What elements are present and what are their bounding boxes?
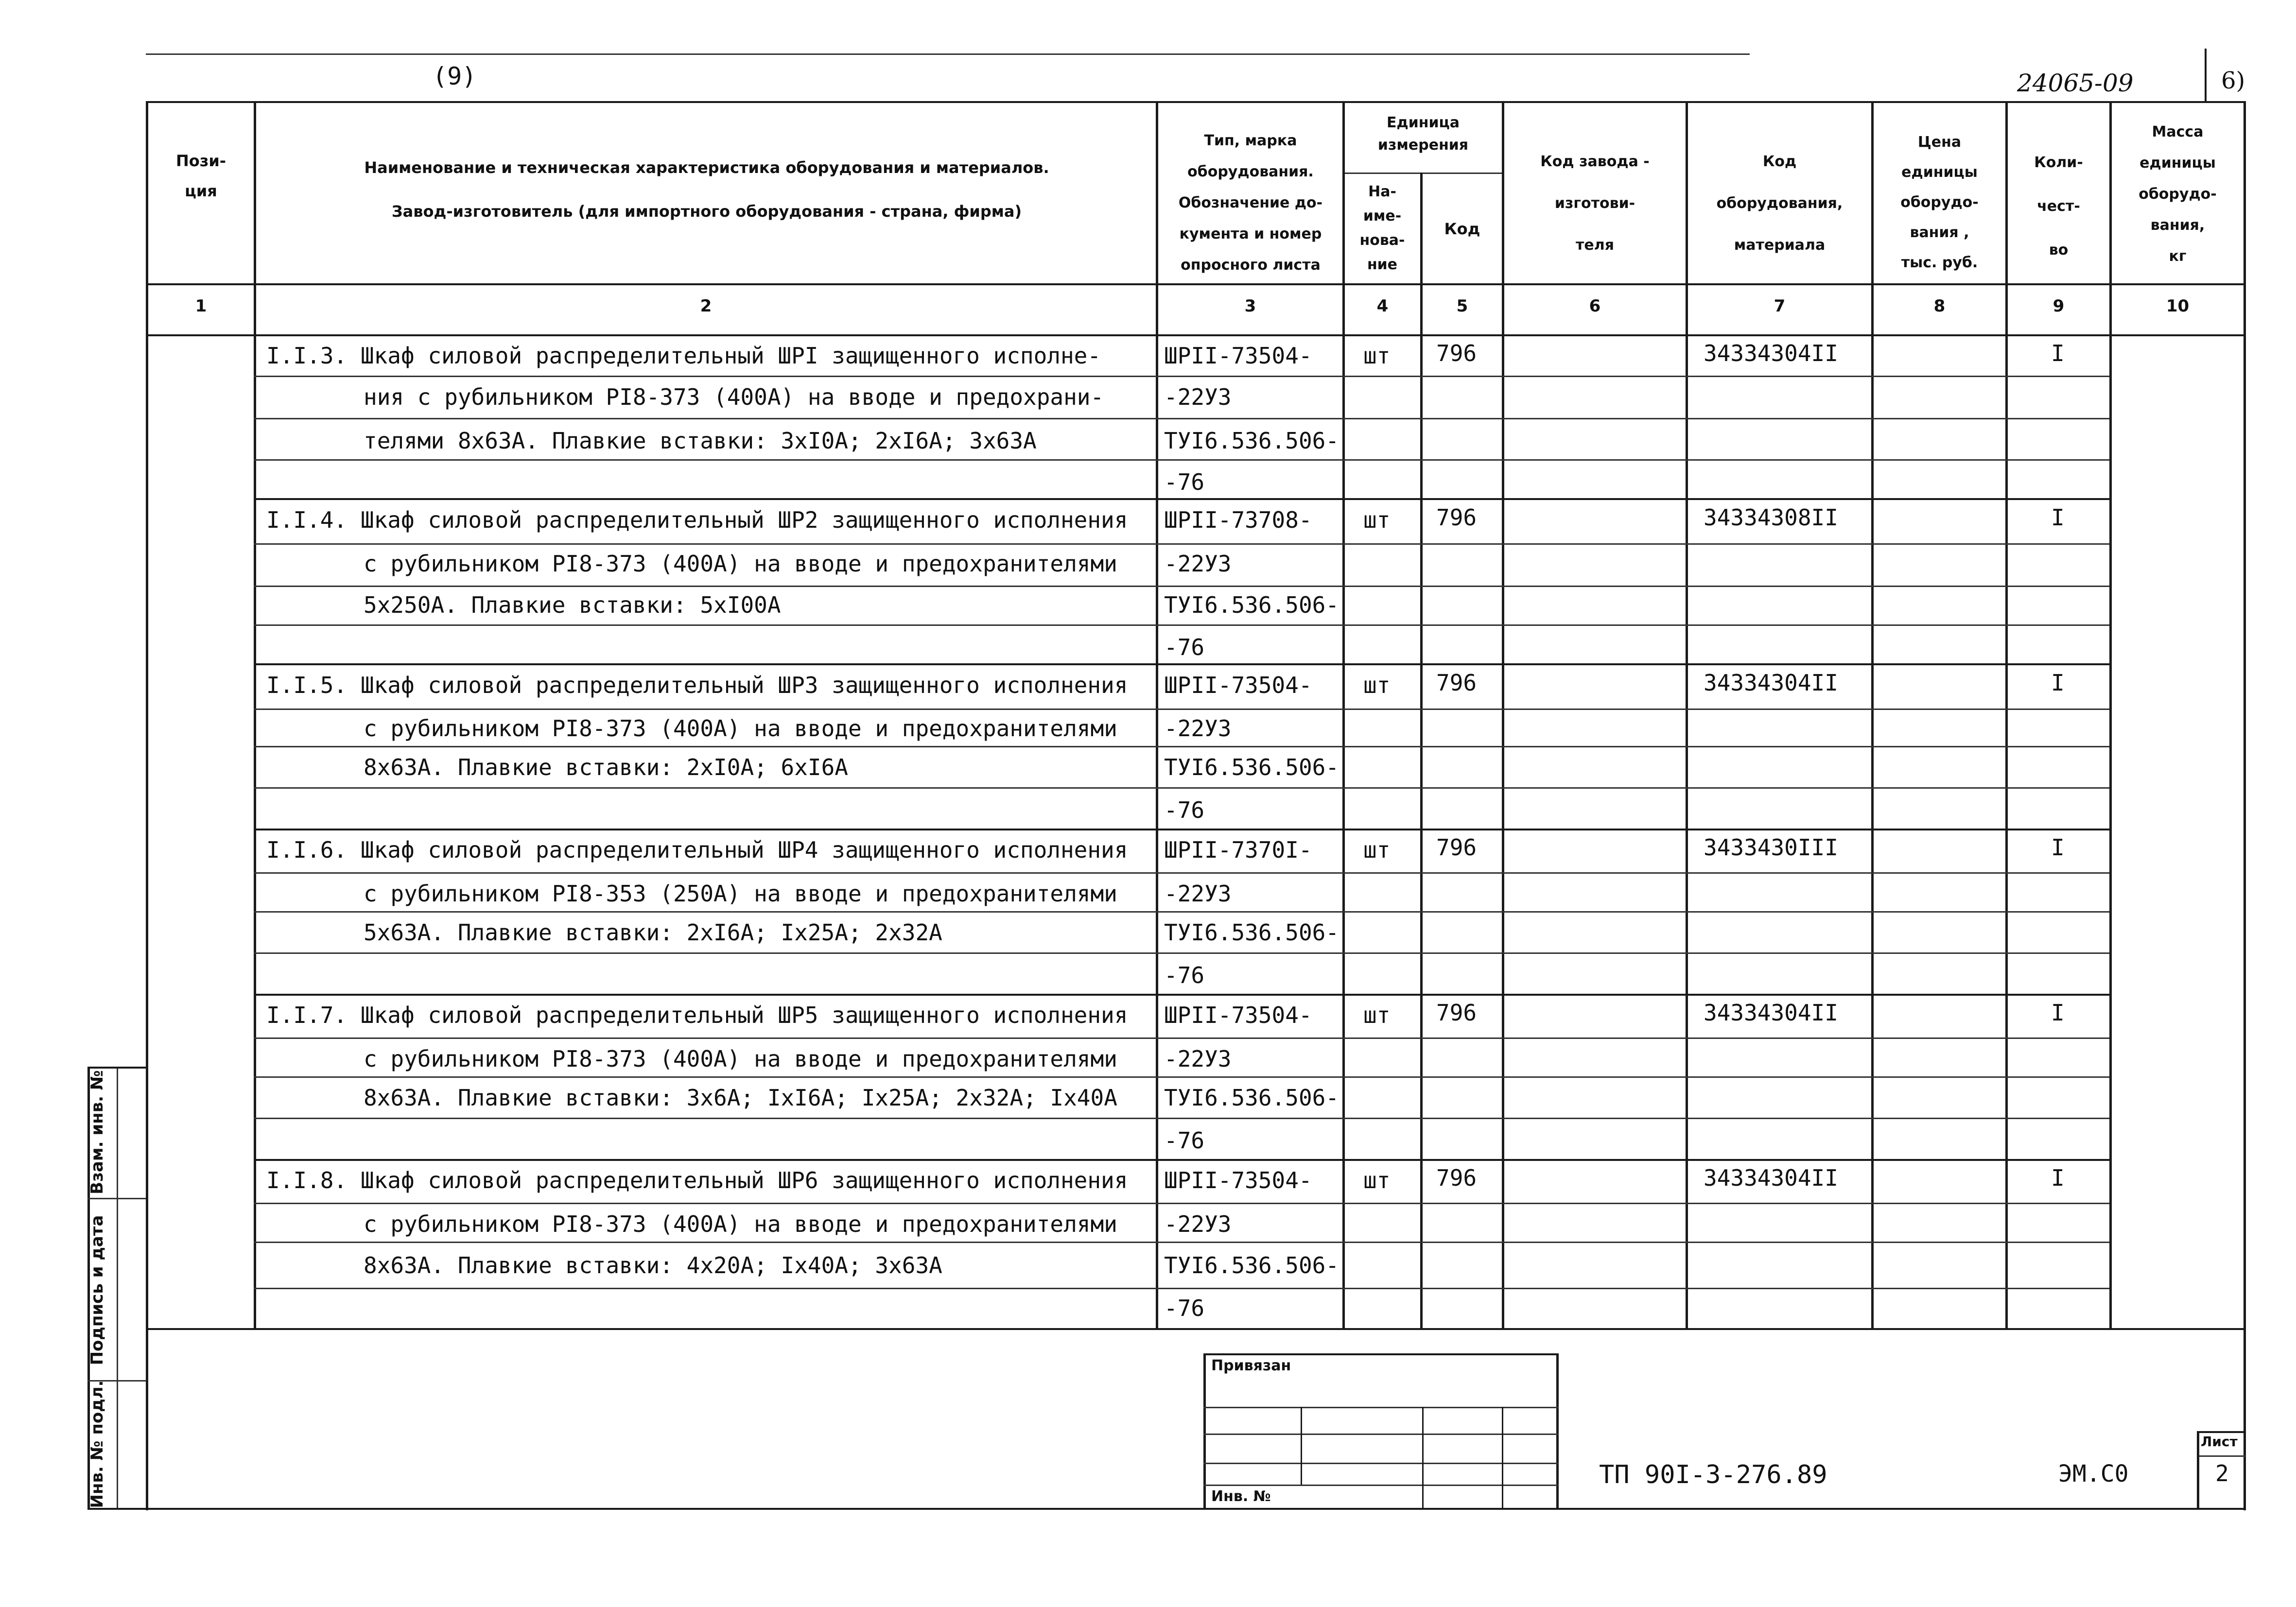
item-type-line: -76 [1164,962,1205,988]
item-type-line: ШРII-73504- [1164,1167,1312,1193]
item-qty: I [2051,834,2065,861]
sheet-value: 2 [2215,1460,2229,1486]
item-qty: I [2051,1000,2065,1026]
item-qty: I [2051,340,2065,366]
item-description-line: I.I.5. Шкаф силовой распределительный ШР3 защищенного исполнения [266,672,1128,698]
item-type-line: ТУI6.536.506- [1164,754,1339,780]
item-description-line: I.I.7. Шкаф силовой распределительный ШР5 защищенного исполнения [266,1002,1128,1028]
item-description-line: с рубильником PI8-373 (400А) на вводе и предохранителями [364,1211,1117,1237]
item-description-line: телями 8х63А. Плавкие вставки: 3хI0А; 2хI6А; 3х63А [364,428,1037,454]
col-number-10: 10 [2166,296,2190,316]
bottom-frame-line [146,1508,2245,1510]
item-equipment-code: 3433430III [1704,834,1838,861]
item-description-line: с рубильником PI8-353 (250А) на вводе и предохранителями [364,881,1117,907]
item-type-line: -22У3 [1164,881,1232,907]
item-equipment-code: 34334304II [1704,1000,1838,1026]
item-type-line: ТУI6.536.506- [1164,1252,1339,1279]
col-number-4: 4 [1376,296,1389,316]
sheet-number-top: (9) [433,62,477,90]
item-unit: шт [1363,1002,1391,1028]
item-type-line: ШРII-7370I- [1164,837,1312,863]
item-type-line: ШРII-73504- [1164,343,1312,369]
item-unit: шт [1363,1167,1391,1193]
item-unit: шт [1363,837,1391,863]
header-col3: Тип, марка оборудования. Обозначение до- кумента и номер опросного листа [1178,132,1323,274]
col-number-6: 6 [1589,296,1601,316]
item-qty: I [2051,1165,2065,1191]
header-col6: Код завода - изготови- теля [1540,153,1650,254]
item-description-line: 8х63А. Плавкие вставки: 2хI0А; 6хI6А [364,754,848,780]
col-number-7: 7 [1774,296,1786,316]
side-label-podpis: Подпись и дата [87,1215,107,1365]
item-unit-code: 796 [1436,670,1477,696]
corner-number: 6) [2221,67,2245,94]
section-code: ЭМ.С0 [2058,1460,2129,1487]
item-type-line: ТУI6.536.506- [1164,1085,1339,1111]
corner-divider [2205,49,2207,102]
item-unit-code: 796 [1436,1000,1477,1026]
item-type-line: ШРII-73504- [1164,672,1312,698]
item-equipment-code: 34334308II [1704,504,1838,531]
header-col5: Код [1444,220,1480,238]
item-type-line: ШРII-73504- [1164,1002,1312,1028]
item-type-line: -22У3 [1164,1046,1232,1072]
item-type-line: -22У3 [1164,715,1232,742]
item-type-line: -22У3 [1164,1211,1232,1237]
col-number-1: 1 [195,296,207,316]
header-col10: Масса единицы оборудо- вания, кг [2139,123,2217,265]
item-description-line: 5х250А. Плавкие вставки: 5хI00А [364,592,781,618]
item-type-line: -76 [1164,1295,1205,1321]
item-type-line: -76 [1164,469,1205,495]
privyazan-label: Привязан [1211,1357,1291,1374]
header-col2: Наименование и техническая характеристика оборудования и материалов. Завод-изготовитель (для импортного оборудования - страна, фирма) [364,158,1049,221]
item-type-line: -22У3 [1164,384,1232,410]
item-unit: шт [1363,672,1391,698]
item-type-line: -76 [1164,634,1205,660]
item-description-line: ния с рубильником PI8-373 (400А) на вводе и предохрани- [364,384,1104,410]
item-qty: I [2051,670,2065,696]
header-col4: На- име- нова- ние [1359,183,1405,273]
item-unit-code: 796 [1436,340,1477,366]
item-type-line: ТУI6.536.506- [1164,919,1339,946]
item-type-line: -22У3 [1164,551,1232,577]
item-description-line: 8х63А. Плавкие вставки: 4х20А; Iх40А; 3х63А [364,1252,942,1279]
col-number-9: 9 [2052,296,2065,316]
col-number-2: 2 [700,296,712,316]
item-description-line: 8х63А. Плавкие вставки: 3х6А; IхI6А; Iх25А; 2х32А; Iх40А [364,1085,1117,1111]
side-label-inv-podl: Инв. № подл. [87,1380,107,1508]
item-description-line: I.I.6. Шкаф силовой распределительный ШР4 защищенного исполнения [266,837,1128,863]
item-description-line: с рубильником PI8-373 (400А) на вводе и предохранителями [364,1046,1117,1072]
item-type-line: -76 [1164,1127,1205,1154]
item-unit-code: 796 [1436,1165,1477,1191]
top-rule [146,53,1750,55]
sheet-label: Лист [2201,1434,2238,1450]
archive-number: 24065-09 [2017,69,2134,97]
item-qty: I [2051,504,2065,531]
item-description-line: 5х63А. Плавкие вставки: 2хI6А; Iх25А; 2х32А [364,919,942,946]
header-unit-title: Единица измерения [1377,114,1469,154]
col-number-3: 3 [1244,296,1256,316]
col-number-5: 5 [1456,296,1468,316]
header-col8: Цена единицы оборудо- вания , тыс. руб. [1900,134,1979,271]
col-number-8: 8 [1933,296,1946,316]
side-label-vzam: Взам. инв. № [87,1070,107,1194]
header-col9: Коли- чест- во [2034,154,2083,259]
item-type-line: -76 [1164,797,1205,823]
item-description-line: с рубильником PI8-373 (400А) на вводе и предохранителями [364,551,1117,577]
item-type-line: ТУI6.536.506- [1164,428,1339,454]
item-unit: шт [1363,343,1391,369]
item-type-line: ШРII-73708- [1164,507,1312,533]
item-description-line: с рубильником PI8-373 (400А) на вводе и предохранителями [364,715,1117,742]
item-equipment-code: 34334304II [1704,1165,1838,1191]
item-unit: шт [1363,507,1391,533]
document-code: ТП 90I-3-276.89 [1599,1460,1827,1489]
header-col1: Пози- ция [175,152,226,200]
item-description-line: I.I.3. Шкаф силовой распределительный ШРI защищенного исполне- [266,343,1101,369]
item-equipment-code: 34334304II [1704,340,1838,366]
item-type-line: ТУI6.536.506- [1164,592,1339,618]
item-unit-code: 796 [1436,504,1477,531]
header-col7: Код оборудования, материала [1716,153,1843,254]
item-equipment-code: 34334304II [1704,670,1838,696]
item-description-line: I.I.8. Шкаф силовой распределительный ШР6 защищенного исполнения [266,1167,1128,1193]
item-description-line: I.I.4. Шкаф силовой распределительный ШР2 защищенного исполнения [266,507,1128,533]
inv-number-label: Инв. № [1211,1488,1271,1505]
item-unit-code: 796 [1436,834,1477,861]
